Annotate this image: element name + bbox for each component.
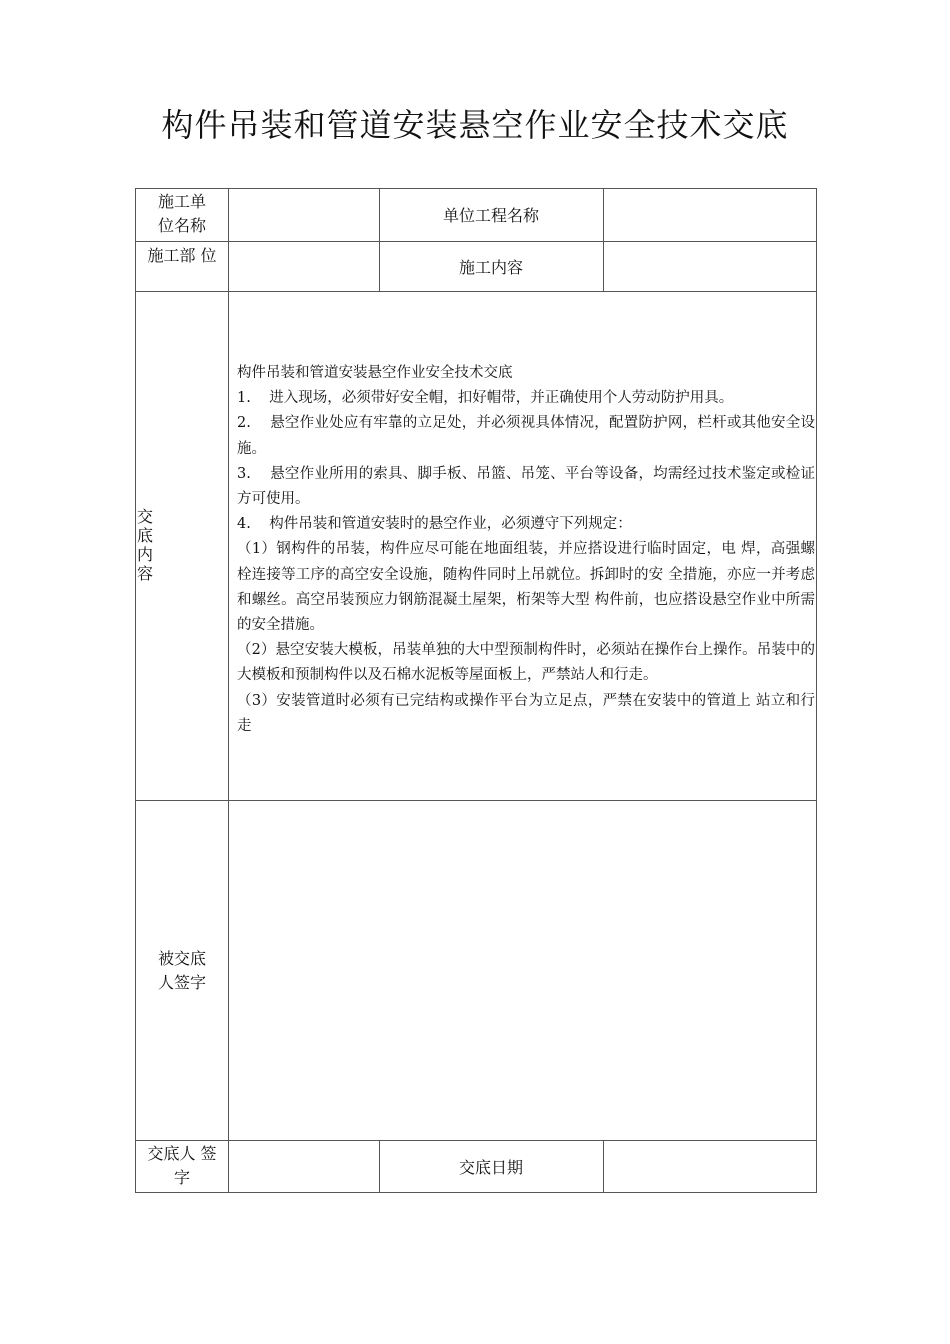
document-title: 构件吊装和管道安装悬空作业安全技术交底 [161, 106, 789, 144]
construction-unit-field[interactable] [229, 190, 379, 241]
content-subitem: （1）钢构件的吊装，构件应尽可能在地面组装，并应搭设进行临时固定，电 焊，高强螺栓连接等工序的高空安全设施，随构件同时上吊就位。拆卸时的安 全措施，亦应一并考虑和螺丝。高空吊装预应力钢筋混凝土屋架，桁架等大型 构件前，也应搭设悬空作业中所需的安全措施。 [237, 541, 815, 634]
discloser-signature-label: 交底人 签 字 [147, 1144, 217, 1187]
disclosure-form [135, 188, 817, 1193]
content-subitem: （2）悬空安装大模板，吊装单独的大中型预制构件时，必须站在操作台上操作。吊装中的大模板和预制构件以及石棉水泥板等屋面板上，严禁站人和行走。 [237, 642, 815, 684]
content-subitem: （3）安装管道时必须有已完结构或操作平台为立足点，严禁在安装中的管道上 站立和行走 [237, 692, 815, 734]
project-name-label: 单位工程名称 [442, 206, 539, 225]
construction-content-field[interactable] [604, 242, 816, 291]
discloser-signature-field[interactable] [229, 1141, 379, 1192]
construction-unit-label: 施工单 位名称 [157, 192, 206, 235]
disclosure-date-field[interactable] [604, 1141, 816, 1192]
content-item: 4. 构件吊装和管道安装时的悬空作业，必须遵守下列规定： [237, 516, 632, 533]
project-name-field[interactable] [604, 190, 816, 241]
disclosure-content-label: 交 底 内 容 [137, 507, 154, 583]
disclosure-content-text [237, 361, 815, 739]
content-heading: 构件吊装和管道安装悬空作业安全技术交底 [237, 365, 513, 381]
content-item: 3. 悬空作业所用的索具、脚手板、吊篮、吊笼、平台等设备，均需经过技术鉴定或检证方可使用。 [237, 465, 815, 508]
construction-part-field[interactable] [229, 242, 379, 291]
row-divider [136, 291, 816, 292]
content-item: 1. 进入现场，必须带好安全帽，扣好帽带，并正确使用个人劳动防护用具。 [237, 390, 734, 407]
disclosure-date-label: 交底日期 [458, 1158, 523, 1177]
construction-content-label: 施工内容 [458, 258, 523, 277]
signee-signature-area[interactable] [229, 801, 816, 1140]
content-item: 2. 悬空作业处应有牢靠的立足处，并必须视具体情况，配置防护网，栏杆或其他安全设施。 [237, 415, 815, 457]
construction-part-label: 施工部 位 [147, 246, 217, 265]
signee-label: 被交底 人签字 [157, 949, 206, 992]
